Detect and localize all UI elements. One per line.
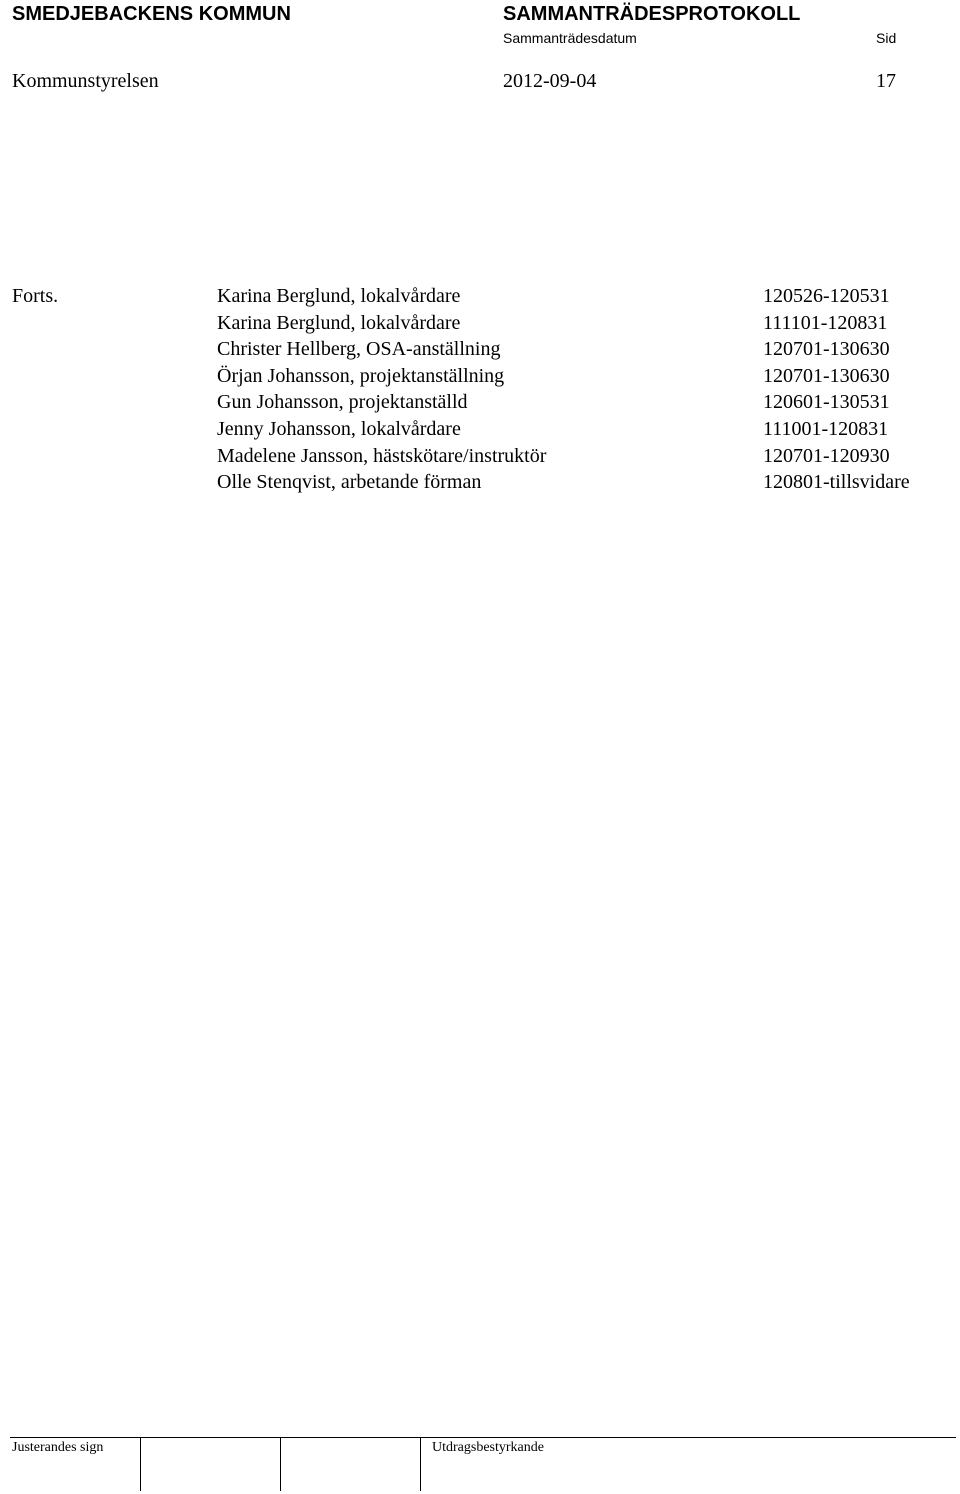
list-item: [0, 445, 960, 472]
continued-label: Forts.: [12, 285, 59, 307]
employee-name-role: Olle Stenqvist, arbetande förman: [217, 471, 482, 494]
list-item: [0, 285, 960, 312]
page-label: Sid: [876, 30, 897, 46]
date-label: Sammanträdesdatum: [503, 30, 637, 46]
employment-period: 120526-120531: [763, 285, 890, 307]
footer-column-divider: [140, 1437, 141, 1491]
footer-column-divider: [280, 1437, 281, 1491]
employment-period: 120701-130630: [763, 338, 890, 361]
employment-period: 111001-120831: [763, 417, 889, 440]
employee-name-role: Karina Berglund, lokalvårdare: [217, 311, 461, 334]
committee-name: Kommunstyrelsen: [12, 70, 159, 92]
employment-period: 120701-120930: [763, 444, 890, 467]
document-type: SAMMANTRÄDESPROTOKOLL: [503, 3, 801, 25]
employment-period: 120801-tillsvidare: [763, 471, 910, 494]
employee-name-role: Madelene Jansson, hästskötare/instruktör: [217, 444, 547, 467]
footer-column-divider: [420, 1437, 421, 1491]
page-number: 17: [876, 70, 896, 92]
utdragsbestyrkande-label: Utdragsbestyrkande: [432, 1440, 544, 1455]
list-item: [0, 418, 960, 445]
list-item: [0, 338, 960, 365]
employee-name-role: Karina Berglund, lokalvårdare: [217, 285, 461, 307]
employee-name-role: Örjan Johansson, projektanställning: [217, 364, 505, 387]
justerandes-sign-label: Justerandes sign: [12, 1440, 104, 1455]
employment-list: [0, 285, 960, 498]
employee-name-role: Jenny Johansson, lokalvårdare: [217, 417, 461, 440]
list-item: [0, 391, 960, 418]
employee-name-role: Christer Hellberg, OSA-anställning: [217, 338, 501, 361]
footer-divider: [10, 1437, 956, 1438]
employment-period: 111101-120831: [763, 311, 888, 334]
list-item: [0, 471, 960, 498]
employment-period: 120701-130630: [763, 364, 890, 387]
employment-period: 120601-130531: [763, 391, 890, 414]
list-item: [0, 312, 960, 339]
employee-name-role: Gun Johansson, projektanställd: [217, 391, 468, 414]
list-item: [0, 365, 960, 392]
organization-name: SMEDJEBACKENS KOMMUN: [12, 3, 291, 25]
meeting-date: 2012-09-04: [503, 70, 597, 92]
